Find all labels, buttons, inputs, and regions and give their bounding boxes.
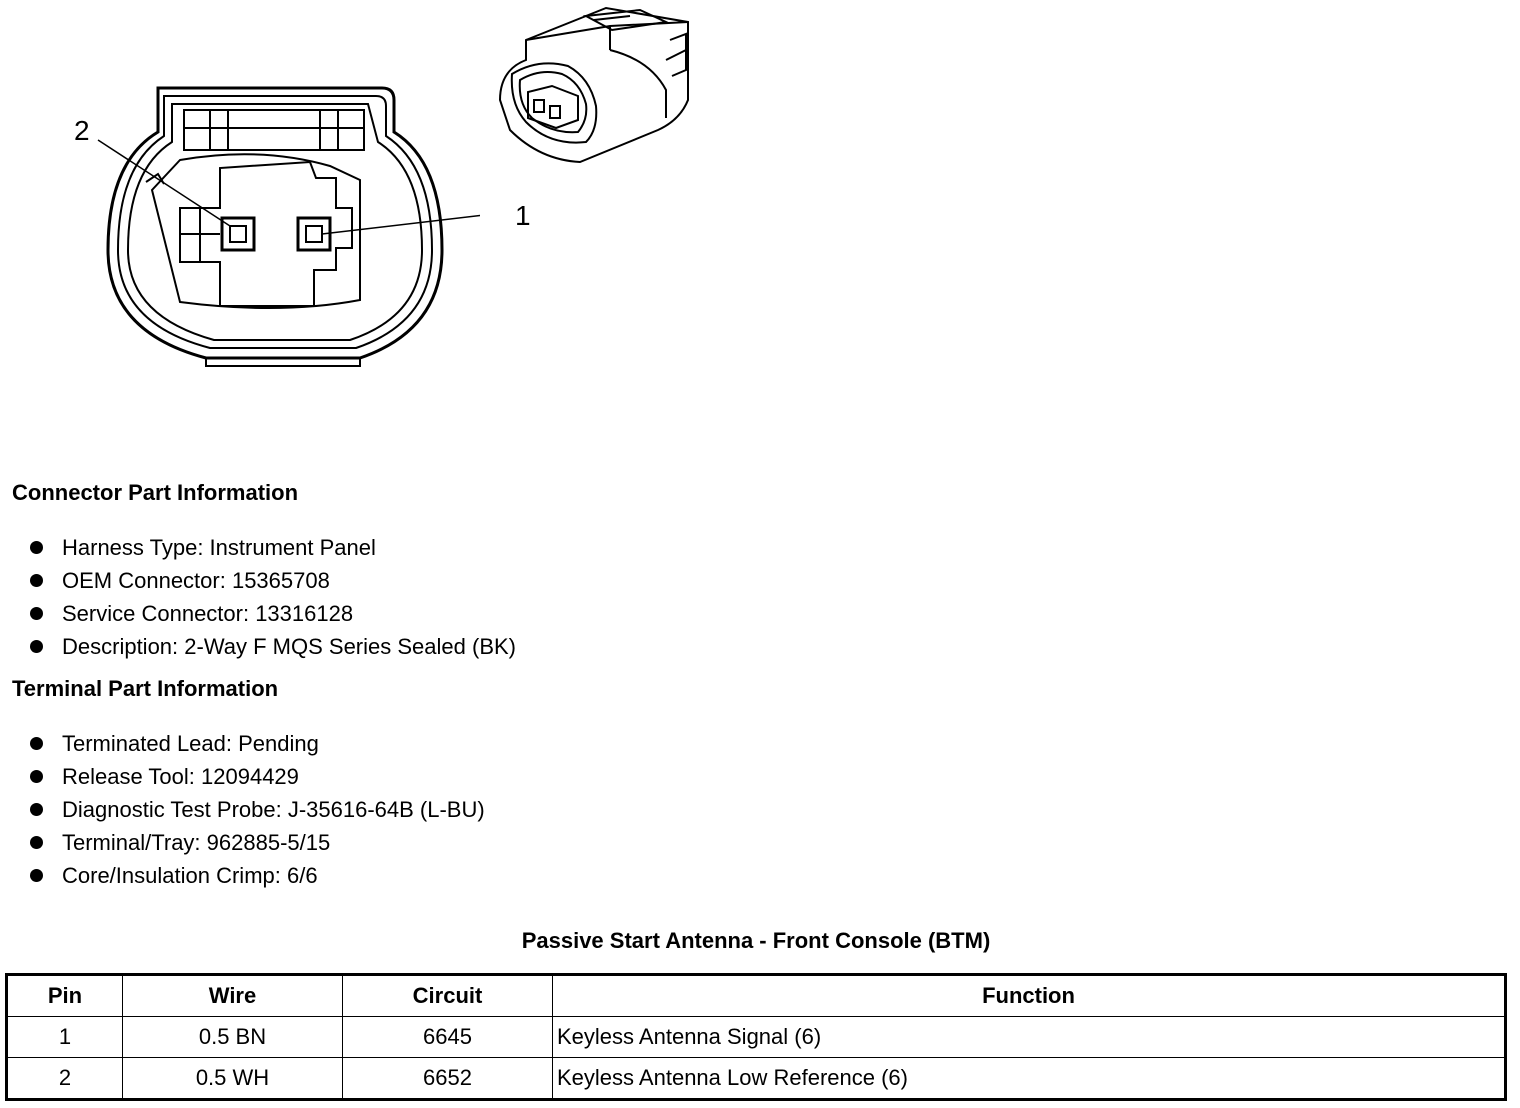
callout-1-svg [505, 195, 545, 235]
table-row [7, 1058, 1506, 1100]
bullet-icon [30, 574, 43, 587]
terminal-info-heading: Terminal Part Information [12, 676, 279, 701]
list-item [28, 531, 516, 564]
bullet-icon [30, 836, 43, 849]
connector-info-heading: Connector Part Information [12, 480, 299, 505]
connector-isometric-diagram [490, 0, 710, 170]
pin-table [5, 973, 1507, 1101]
bullet-icon [30, 607, 43, 620]
list-item-text: OEM Connector: 15365708 [62, 568, 330, 593]
cell-wire: 0.5 WH [123, 1058, 343, 1100]
bullet-icon [30, 640, 43, 653]
cell-pin: 2 [7, 1058, 123, 1100]
list-item [28, 859, 485, 892]
table-header-row [7, 975, 1506, 1017]
column-header-pin: Pin [7, 975, 123, 1017]
bullet-icon [30, 541, 43, 554]
list-item-text: Service Connector: 13316128 [62, 601, 354, 626]
list-item [28, 564, 516, 597]
list-item-text: Terminal/Tray: 962885-5/15 [62, 830, 331, 855]
list-item [28, 727, 485, 760]
list-item [28, 826, 485, 859]
column-header-circuit: Circuit [343, 975, 553, 1017]
cell-circuit: 6645 [343, 1017, 553, 1058]
bullet-icon [30, 869, 43, 882]
column-header-function: Function [553, 975, 1506, 1017]
table-title: Passive Start Antenna - Front Console (BTM) [521, 928, 991, 953]
list-item [28, 793, 485, 826]
connector-info-list [28, 531, 516, 663]
list-item [28, 630, 516, 663]
cell-function: Keyless Antenna Low Reference (6) [553, 1058, 1506, 1100]
list-item-text: Harness Type: Instrument Panel [62, 535, 376, 560]
bullet-icon [30, 737, 43, 750]
bullet-icon [30, 803, 43, 816]
connector-face-diagram [60, 70, 480, 400]
list-item-text: Description: 2-Way F MQS Series Sealed (BK) [62, 634, 516, 659]
list-item-text: Core/Insulation Crimp: 6/6 [62, 863, 318, 888]
list-item-text: Diagnostic Test Probe: J-35616-64B (L-BU) [62, 797, 485, 822]
table-row [7, 1017, 1506, 1058]
terminal-info-list [28, 727, 485, 892]
list-item-text: Release Tool: 12094429 [62, 764, 299, 789]
list-item [28, 597, 516, 630]
list-item-text: Terminated Lead: Pending [62, 731, 319, 756]
callout-label-2: 2 [74, 115, 90, 146]
cell-wire: 0.5 BN [123, 1017, 343, 1058]
column-header-wire: Wire [123, 975, 343, 1017]
callout-label-1: 1 [515, 200, 531, 231]
bullet-icon [30, 770, 43, 783]
cell-circuit: 6652 [343, 1058, 553, 1100]
list-item [28, 760, 485, 793]
cell-pin: 1 [7, 1017, 123, 1058]
cell-function: Keyless Antenna Signal (6) [553, 1017, 1506, 1058]
